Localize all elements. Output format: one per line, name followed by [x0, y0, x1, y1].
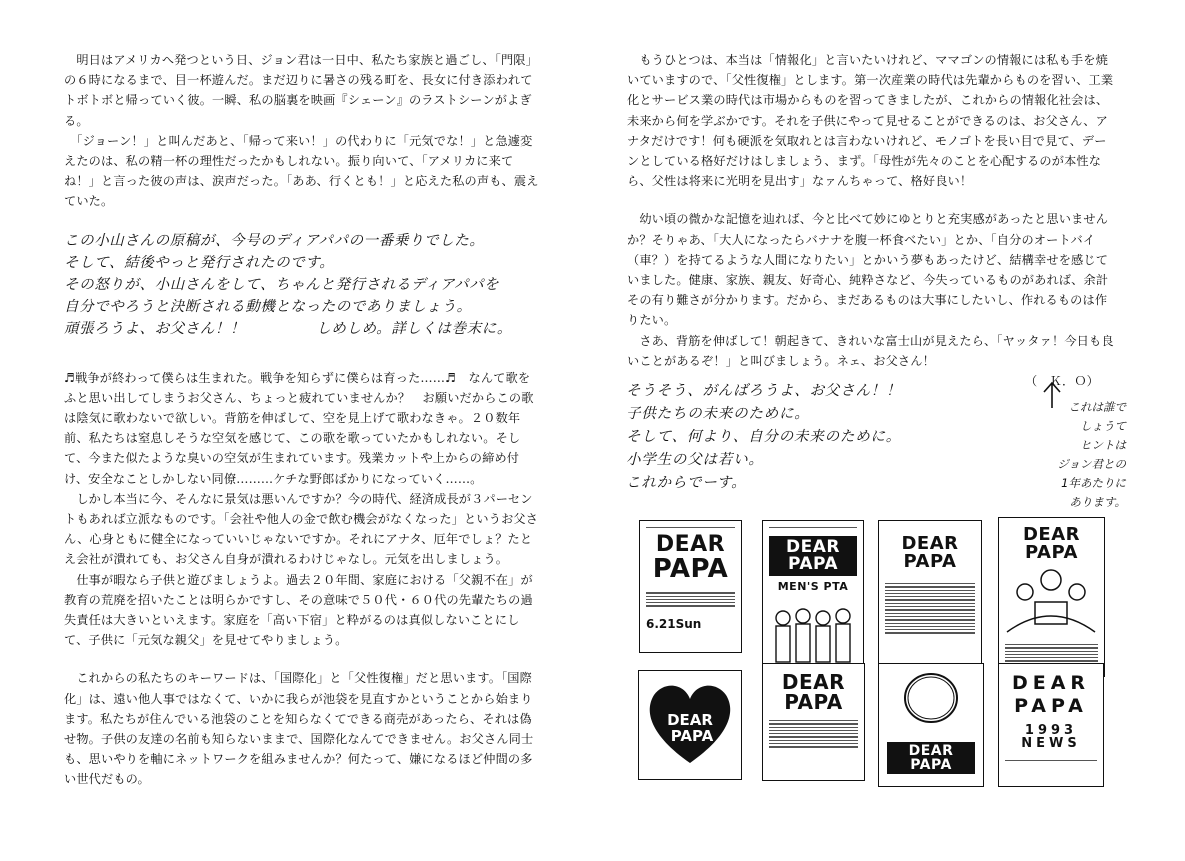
cover-title: PAPA — [670, 727, 714, 745]
right-paragraph-3: さあ、背筋を伸ばして！朝起きて、きれいな富士山が見えたら、「ヤッタァ！今日も良いことがあるぞ！」と叫びましょう。ネェ、お父さん！ — [627, 333, 1114, 368]
cover-thumbnail-3 — [878, 520, 982, 675]
handwritten-line: これからでーす。 — [626, 475, 747, 491]
essay-paragraph-2: しかし本当に今、そんなに景気は悪いんですか？今の時代、経済成長が３パーセントもあれば立派なものです。「会社や他人の金で飲む機会がなくなった」というお父さん、心身ともに健全になっていいじゃないですか。それにアナタ、厄年でしょ？たとえ会社が潰れても、お父さん自身が潰れるわけじゃなし。元気を出しましょう。 — [64, 491, 539, 567]
heart-icon — [640, 677, 740, 769]
cover-thumbnail-8 — [998, 663, 1104, 787]
intro-paragraph-1: 明日はアメリカへ発つという日、ジョン君は一日中、私たち家族と過ごし、「門限」の６時になるまで、目一杯遊んだ。まだ辺りに暑さの残る町を、長女に付き添われてトボトボと帰っていく彼。一瞬、私の脳裏を映画『シェーン』のラストシーンがよぎる。 — [64, 53, 538, 128]
side-note-line: あります。 — [1069, 495, 1126, 509]
cover-title: DEAR — [655, 532, 726, 558]
cover-thumbnail-7 — [878, 663, 984, 787]
crowd-illustration — [763, 600, 863, 670]
author-signature: （ Ｋ．Ｏ） — [1024, 374, 1099, 389]
cover-title: DEAR — [781, 670, 846, 694]
family-illustration — [999, 566, 1103, 636]
cover-subtitle: MEN'S PTA — [777, 580, 849, 594]
handwritten-line: その怒りが、小山さんをして、ちゃんと発行されるディアパパを — [64, 276, 500, 293]
handwritten-side-note — [1030, 398, 1126, 512]
handwritten-note-left — [64, 230, 542, 340]
handwritten-aside: しめしめ。詳しくは巻末に。 — [316, 320, 512, 337]
cover-title: PAPA — [652, 554, 729, 585]
cover-caption: 6.21Sun — [646, 616, 702, 631]
cover-title: PAPA — [910, 757, 952, 773]
handwritten-line: 子供たちの未来のために。 — [626, 406, 810, 422]
essay-paragraph-1: ♬戦争が終わって僕らは生まれた。戦争を知らずに僕らは育った……♬ なんて歌をふと思い出してしまうお父さん、ちょっと疲れていませんか？ お願いだからこの歌は陰気に歌わないで欲しい。背筋を伸ばして、空を見上げて歌わなきゃ。２０数年前、私たちは窒息しそうな空気を感じて、この歌を歌っていたかもしれない。そして、今また似たような臭いの空気が生まれています。残業カットや上からの締め付け、安全なことしかしない同僚………ケチな野郎ばかりになっていく……。 — [64, 370, 534, 486]
cover-title: DEAR PAPA — [1022, 524, 1081, 563]
cover-title: PAPA — [1014, 695, 1088, 717]
cover-title: DEAR — [908, 743, 954, 759]
circle-illustration — [881, 668, 981, 728]
side-note-line: ジョン君との — [1057, 457, 1126, 471]
right-page — [627, 50, 1117, 391]
right-paragraph-2: 幼い頃の微かな記憶を辿れば、今と比べて妙にゆとりと充実感があったと思いませんか？そりゃあ、「大人になったらバナナを腹一杯食べたい」とか、「自分のオートバイ（車？）を持てるような人間になりたい」とかいう夢もあったけど、結構幸せを感じていました。健康、家族、親友、好奇心、純粋さなど、今失っているものがあれば、余計その有り難さが分かります。だから、まだあるものは大事にしたいし、作れるものは作りたい。 — [627, 212, 1109, 328]
left-page — [64, 50, 542, 790]
cover-title: DEAR PAPA — [901, 533, 959, 572]
cover-title: PAPA — [784, 690, 843, 714]
cover-title: DEAR PAPA — [769, 536, 857, 576]
essay-paragraph-4: これからの私たちのキーワードは、「国際化」と「父性復権」だと思います。「国際化」は、遠い他人事ではなくて、いかに我らが池袋を見直すかということから始まります。私たちが住んでいる池袋のことを知らなくてできる商売があったら、それは偽せ物。子供の友達の名前も知らないままで、国際化なんてできません。お父さん同士も、思いやりを軸にネットワークを組みませんか？何たって、嫌になるほど仲間の多い世代だもの。 — [64, 671, 534, 787]
right-paragraph-1: もうひとつは、本当は「情報化」と言いたいけれど、ママゴンの情報には私も手を焼いていますので、「父性復権」とします。第一次産業の時代は先輩からものを習い、工業化とサービス業の時代は市場からものを習ってきましたが、これからの情報化社会は、未来から何を学ぶかです。それを子供にやって見せることができるのは、お父さん、アナタだけです！何も硬派を気取れとは言わないけれど、モノゴトを長い目で見て、デーンとしている格好だけはしましょう、まず。「母性が先々のことを心配するのが本性なら、父性は将来に光明を見出す」なァんちゃって、格好良い！ — [627, 53, 1114, 189]
cover-thumbnail-1 — [639, 520, 742, 653]
handwritten-note-right — [626, 380, 956, 495]
cover-title: DEAR — [667, 711, 713, 729]
essay-paragraph-3: 仕事が暇なら子供と遊びましょうよ。過去２０年間、家庭における「父親不在」が教育の荒廃を招いたことは明らかですし、その意味で５０代・６０代の先輩たちの過失責任は大きいといえます。家庭を「高い下宿」と粋がるのは真似しないことにして、子供に「元気な親父」を見せてやりましょう。 — [64, 572, 533, 648]
cover-thumbnail-4 — [998, 517, 1105, 677]
side-note-line: これは誰で — [1068, 400, 1126, 414]
handwritten-cheer: 頑張ろうよ、お父さん！！ — [64, 320, 246, 337]
handwritten-line: 小学生の父は若い。 — [626, 452, 764, 468]
side-note-line: 1年あたりに — [1061, 476, 1126, 490]
intro-paragraph-2: 「ジョーン！」と叫んだあと、「帰って来い！」の代わりに「元気でな！」と急遽変えたのは、私の精一杯の理性だったかもしれない。振り向いて、「アメリカに来てね！」と言った彼の声は、涙声だった。「ああ、行くとも！」と応えた私の声も、震えていた。 — [64, 133, 539, 209]
side-note-line: しょうて — [1080, 419, 1126, 433]
handwritten-line: そして、結後やっと発行されたのです。 — [64, 254, 335, 271]
cover-thumbnail-2 — [762, 520, 864, 674]
handwritten-line: 自分でやろうと決断される動機となったのでありましょう。 — [64, 298, 472, 315]
handwritten-line: そうそう、がんばろうよ、お父さん！！ — [626, 383, 902, 399]
cover-caption: 1993 NEWS — [1021, 723, 1081, 751]
cover-thumbnail-5 — [638, 670, 742, 780]
side-note-line: ヒントは — [1080, 438, 1126, 452]
handwritten-line: この小山さんの原稿が、今号のディアパパの一番乗りでした。 — [64, 232, 485, 249]
cover-title: DEAR — [1011, 672, 1091, 694]
handwritten-line: そして、何より、自分の未来のために。 — [626, 429, 902, 445]
cover-thumbnail-6 — [762, 663, 865, 781]
